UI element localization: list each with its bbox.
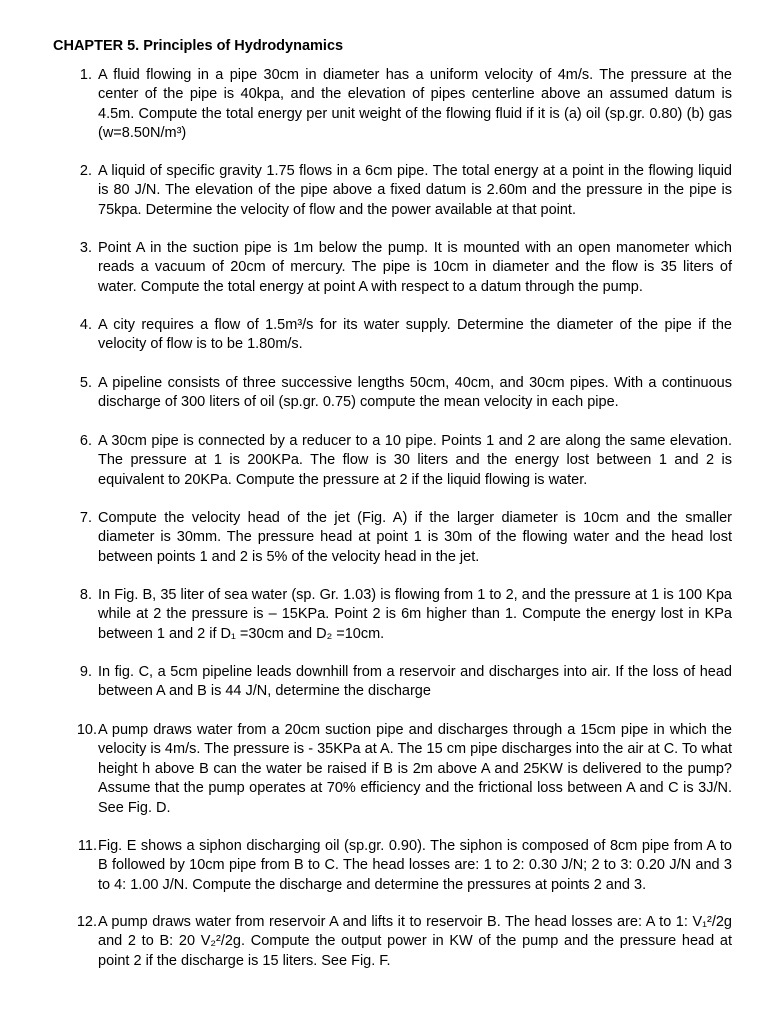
problem-text: In fig. C, a 5cm pipeline leads downhill from a reservoir and discharges into air. If the loss of head between A and B is 44 J/N, determine the discharge — [98, 664, 732, 700]
problem-number: 9. — [79, 664, 92, 680]
problem-text: A 30cm pipe is connected by a reducer to a 10 pipe. Points 1 and 2 are along the same elevation. The pressure at 1 is 200KPa. The flow is 30 liters and the energy lost between 1 and 2 is equivalent to 20KPa. Compute the pressure at 2 if the liquid flowing is water. — [98, 433, 732, 488]
problem-number: 2. — [79, 163, 92, 179]
problem-text: In Fig. B, 35 liter of sea water (sp. Gr. 1.03) is flowing from 1 to 2, and the pressure at 1 is 100 Kpa while at 2 the pressure is – 15KPa. Point 2 is 6m higher than 1. Compute the energy lost in KPa between 1 and 2 if D₁ =30cm and D₂ =10cm. — [98, 587, 732, 642]
problem-text: A pump draws water from a 20cm suction pipe and discharges through a 15cm pipe in which the velocity is 4m/s. The pressure is - 35KPa at A. The 15 cm pipe discharges into the air at C. To what height h above B can the water be raised if B is 2m above A and 25KW is delivered to the pump? Assume that the pump operates at 70% efficiency and the frictional loss between A and C is 3J/N. See Fig. D. — [98, 722, 732, 816]
problem-number: 7. — [79, 510, 92, 526]
problem-text: Point A in the suction pipe is 1m below the pump. It is mounted with an open manometer which reads a vacuum of 20cm of mercury. The pipe is 10cm in diameter and the flow is 35 liters of water. Compute the total energy at point A with respect to a datum through the pump. — [98, 240, 732, 295]
problem-text: Fig. E shows a siphon discharging oil (sp.gr. 0.90). The siphon is composed of 8cm pipe from A to B followed by 10cm pipe from B to C. The head losses are: 1 to 2: 0.30 J/N; 2 to 3: 0.20 J/N and 3 to 4: 1.00 J/N. Compute the discharge and determine the pressures at points 2 and 3. — [98, 838, 732, 893]
problem-number: 11. — [77, 838, 97, 854]
problem-number: 4. — [79, 317, 92, 333]
chapter-title: CHAPTER 5. Principles of Hydrodynamics — [53, 38, 344, 54]
problem-number: 6. — [79, 433, 92, 449]
problem-text: A city requires a flow of 1.5m³/s for its water supply. Determine the diameter of the pipe if the velocity of flow is to be 1.80m/s. — [98, 317, 732, 353]
problem-text: A fluid flowing in a pipe 30cm in diameter has a uniform velocity of 4m/s. The pressure at the center of the pipe is 40kpa, and the elevation of pipes centerline above an assumed datum is 4.5m. Compute the total energy per unit weight of the flowing fluid if it is (a) oil (sp.gr. 0.80) (b) gas (w=8.50N/m³) — [98, 67, 732, 142]
problem-number: 12. — [76, 914, 97, 930]
problem-number: 10. — [76, 722, 97, 738]
problem-text: A pipeline consists of three successive lengths 50cm, 40cm, and 30cm pipes. With a continuous discharge of 300 liters of oil (sp.gr. 0.75) compute the mean velocity in each pipe. — [98, 375, 732, 411]
problem-text: A liquid of specific gravity 1.75 flows in a 6cm pipe. The total energy at a point in the flowing liquid is 80 J/N. The elevation of the pipe above a fixed datum is 2.60m and the pressure in the pipe is 75kpa. Determine the velocity of flow and the power available at that point. — [98, 163, 732, 218]
problem-number: 5. — [79, 375, 92, 391]
problem-number: 3. — [79, 240, 92, 256]
problem-number: 8. — [79, 587, 92, 603]
problem-text: Compute the velocity head of the jet (Fig. A) if the larger diameter is 10cm and the smaller diameter is 30mm. The pressure head at point 1 is 30m of the flowing water and the head lost between points 1 and 2 is 5% of the velocity head in the jet. — [98, 510, 732, 565]
problem-text: A pump draws water from reservoir A and lifts it to reservoir B. The head losses are: A to 1: V₁²/2g and 2 to B: 20 V₂²/2g. Compute the output power in KW of the pump and the pressure head at point 2 if the discharge is 15 liters. See Fig. F. — [98, 914, 732, 969]
problem-number: 1. — [79, 67, 92, 83]
